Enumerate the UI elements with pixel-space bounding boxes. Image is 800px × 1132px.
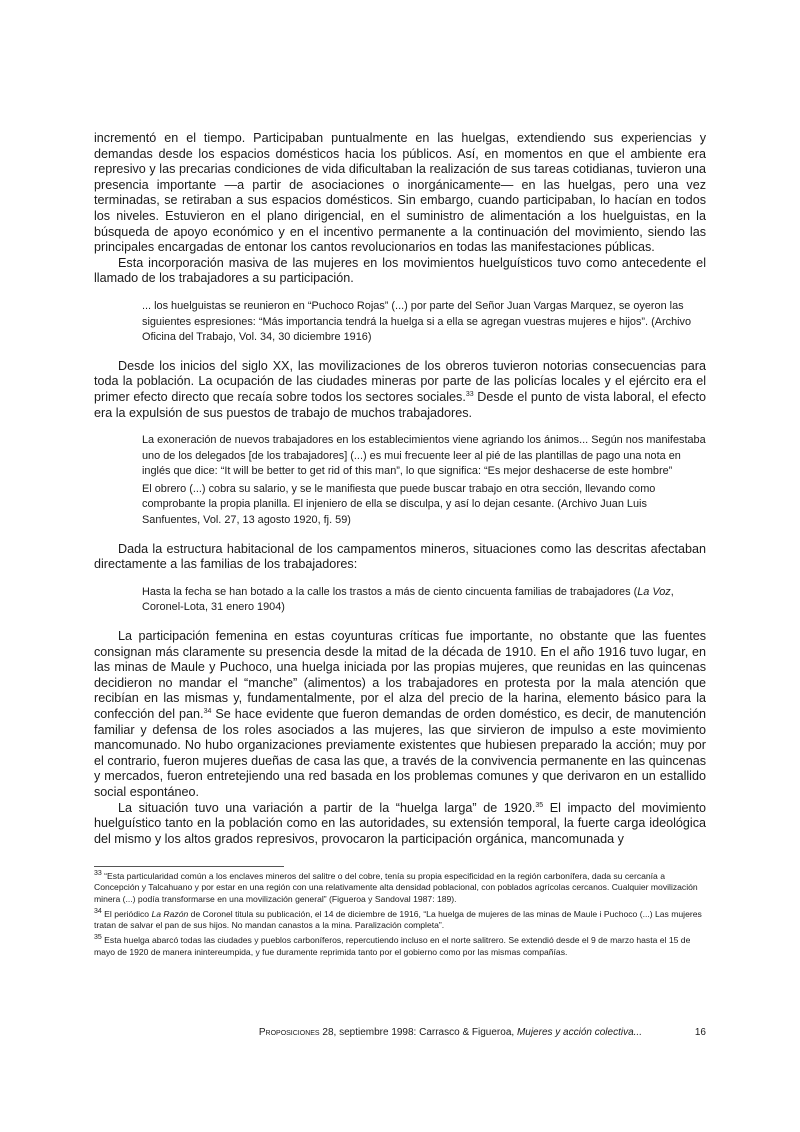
paragraph: incrementó en el tiempo. Participaban puntualmente en las huelgas, extendiendo sus experiencias y demandas desde los espacios domésticos hacia los públicos. Así, en momentos en que el ambiente era represivo y las precarias condiciones de vida dificultaban la realización de sus tareas cotidianas, tuvieron una presencia importante —a partir de asociaciones o inorgánicamente— en las huelgas, pero una vez terminadas, se retiraban a sus espacios domésticos. Sin embargo, cuando participaban, lo hacían en todos los niveles. Estuvieron en el plano dirigencial, en el suministro de alimentación a los huelguistas, en la búsqueda de apoyo económico y en el incentivo permanente a la continuación del movimiento, siendo las principales encargadas de entonar los cantos revolucionarios en todas las manifestaciones públicas. — [94, 131, 706, 255]
block-quote: El obrero (...) cobra su salario, y se le manifiesta que puede buscar trabajo en otra sección, llevando como comprobante la propia planilla. El injeniero de ella se disculpa, y así lo dejan cesante. (Archivo Juan Luis Sanfuentes, Vol. 27, 13 agosto 1920, fj. 59) — [142, 482, 656, 527]
footnote-ref: 35 — [535, 801, 544, 809]
article-title: Mujeres y acción colectiva... — [516, 1027, 642, 1038]
footnote-number: 34 — [94, 908, 102, 916]
footnote-text: Esta huelga abarcó todas las ciudades y pueblos carboníferos, repercutiendo incluso en el norte salitrero. Se extendió desde el 9 de marzo hasta el 15 de mayo de 1920 de manera inintereumpida, y fue duramente reprimida tanto por el gobierno como por las mismas compañías. — [94, 935, 691, 957]
main-text — [94, 131, 706, 847]
paragraph-text: La participación femenina en estas coyunturas críticas fue importante, no obstante que las fuentes consignan más claramente su presencia desde la mitad de la década de 1910. En el año 1916 tuvo lugar, en las minas de Maule y Puchoco, una huelga iniciada por las propias mujeres, que reunidas en las quincenas decidieron no mandar el “manche” (alimentos) a los trabajadores en protesta por la mala atención que recibían en las mismas y, fundamentalmente, por el alza del precio de la harina, elemento básico para la confección del pan. — [94, 629, 706, 721]
block-quote: La exoneración de nuevos trabajadores en los establecimientos viene agriando los ánimos... Según nos manifestaba uno de los delegados [de los trabajadores] (...) es mui frecuente leer al pié de las plantillas de pago una nota en inglés que dice: “It will be better to get rid of this man”, lo que significa: “Es mejor deshacerse de este hombre” — [142, 434, 706, 478]
footnote-ref: 33 — [465, 390, 474, 398]
footnote-number: 35 — [94, 934, 102, 942]
footnote-35 — [94, 935, 706, 958]
page-number: 16 — [694, 1027, 706, 1038]
citation-text: 28, septiembre 1998: Carrasco & Figueroa, — [319, 1027, 517, 1038]
footer-citation — [259, 1027, 642, 1038]
paragraph: Esta incorporación masiva de las mujeres en los movimientos huelguísticos tuvo como antecedente el llamado de los trabajadores a su participación. — [94, 255, 706, 286]
paragraph — [94, 801, 706, 848]
newspaper-title: La Razón — [151, 908, 189, 919]
paragraph-text: La situación tuvo una variación a partir de la “huelga larga” de 1920. — [118, 800, 536, 815]
footnote-34 — [94, 909, 706, 932]
footnotes — [94, 871, 706, 962]
footnote-text: de Coronel titula su publicación, el 14 de diciembre de 1916, “La huelga de mujeres de las minas de Maule i Puchoco (...) Las mujeres tratan de salvar el pan de sus hijos. No mandan canastos a la mina. Paralización completa”. — [94, 908, 702, 931]
paragraph — [94, 629, 706, 801]
quote-text: Hasta la fecha se han botado a la calle los trastos a más de ciento cincuenta familias de trabajadores ( — [142, 585, 638, 598]
newspaper-title: La Voz — [637, 585, 671, 598]
footnote-text: El periódico — [101, 908, 152, 919]
paragraph-text: Desde los inicios del siglo XX, las movilizaciones de los obreros tuvieron notorias consecuencias para toda la población. La ocupación de las ciudades mineras por parte de las policías locales y el ejército era el primer efecto directo que recaía sobre todos los sectores sociales. — [94, 358, 706, 404]
paragraph-text: Desde el punto de vista laboral, el efecto era la expulsión de sus puestos de trabajo de muchos trabajadores. — [94, 389, 706, 420]
footnote-number: 33 — [94, 870, 102, 878]
footnote-ref: 34 — [203, 707, 212, 715]
quote-text: , Coronel-Lota, 31 enero 1904) — [142, 585, 674, 614]
footnote-divider — [94, 866, 284, 867]
paragraph-text: El impacto del movimiento huelguístico tanto en la población como en las autoridades, su extensión temporal, la fuerte carga ideológica del mismo y los altos grados represivos, provocaron la participación orgánica, mancomunada y — [94, 800, 706, 846]
block-quote — [142, 585, 706, 616]
block-quote: ... los huelguistas se reunieron en “Puchoco Rojas” (...) por parte del Señor Juan Vargas Marquez, se oyeron las siguientes espresiones: “Más importancia tendrá la huelga si a ella se agregan vuestras mujeres e hijos”. (Archivo Oficina del Trabajo, Vol. 34, 30 diciembre 1916) — [142, 299, 692, 344]
paragraph — [94, 359, 706, 421]
paragraph-text: Se hace evidente que fueron demandas de orden doméstico, es decir, de manutención familiar y defensa de los roles asociados a las mujeres, las que sirvieron de impulso a este movimiento mancomunado. No hubo organizaciones previamente existentes que hubiesen preparado la acción; muy por el contrario, fueron mujeres dueñas de casa las que, a través de la convivencia permanente en las quincenas y mercados, fueron entretejiendo una red basada en los problemas comunes y que derivaron en un estallido social espontáneo. — [94, 707, 707, 799]
footnote-text: “Esta particularidad común a los enclaves mineros del salitre o del cobre, tenía su propia especificidad en la región carbonífera, dada su cercanía a Concepción y Talcahuano y por estar en una región con una relativamente alta densidad poblacional, con poblados agrícolas cercanos. Cualquier movilización minera (...) podía transformarse en una movilización general” (Figueroa y Sandoval 1987: 189). — [94, 871, 698, 904]
footnote-33 — [94, 871, 706, 905]
journal-name: Proposiciones — [258, 1027, 320, 1038]
paragraph: Dada la estructura habitacional de los campamentos mineros, situaciones como las descritas afectaban directamente a las familias de los trabajadores: — [94, 541, 706, 572]
